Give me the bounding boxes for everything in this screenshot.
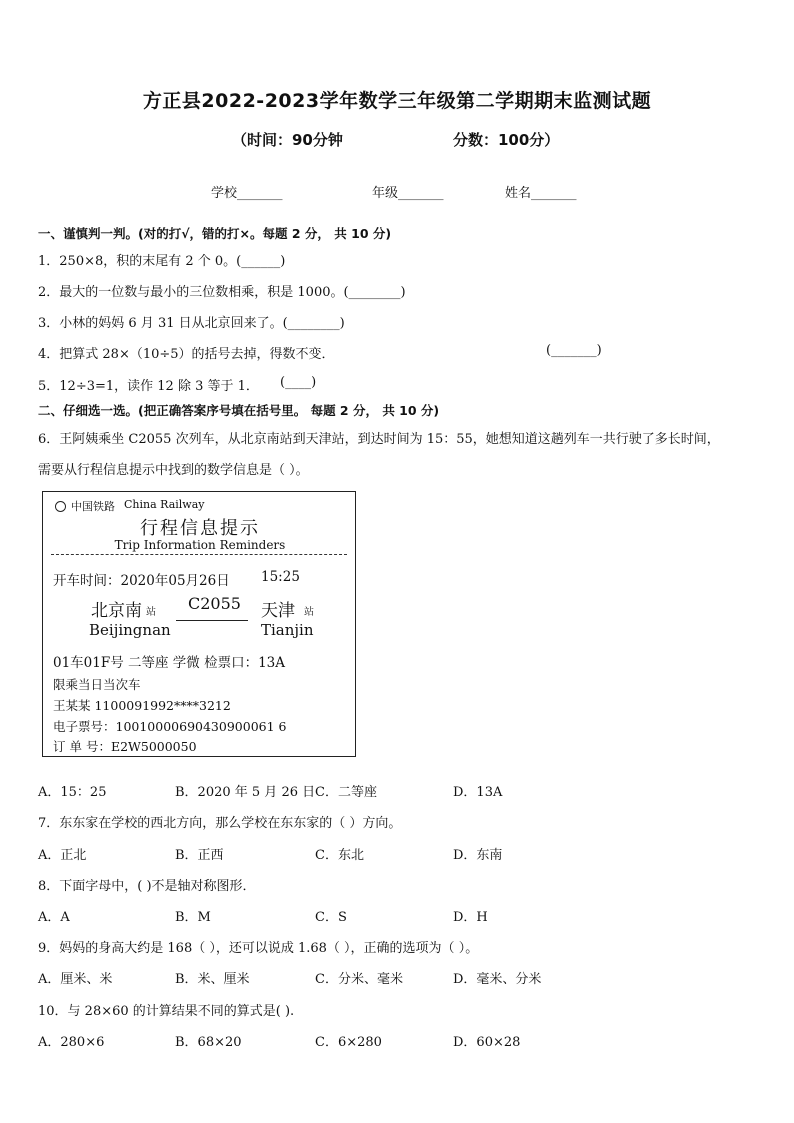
question-10: 10．与 28×60 的计算结果不同的算式是( ).: [38, 1004, 295, 1019]
q8-option-b: B．M: [175, 910, 211, 925]
ticket-note: 限乘当日当次车: [53, 677, 141, 692]
china-railway-logo-icon: [55, 501, 66, 512]
ticket-title-en: Trip Information Reminders: [114, 538, 286, 552]
ticket-from-en: Beijingnan: [89, 621, 171, 639]
ticket-from-suffix: 站: [146, 607, 156, 618]
section-2-heading: 二、仔细选一选。(把正确答案序号填在括号里。 每题 2 分， 共 10 分): [38, 403, 440, 418]
q6-option-a: A．15：25: [38, 785, 107, 800]
q10-option-d: D．60×28: [453, 1035, 521, 1050]
q9-option-a: A．厘米、米: [38, 972, 113, 987]
q8-option-c: C．S: [315, 910, 347, 925]
question-4: 4．把算式 28×（10÷5）的括号去掉，得数不变．: [38, 347, 335, 362]
ticket-title: 行程信息提示: [140, 518, 260, 539]
ticket-train-line: [176, 620, 248, 621]
school-field: 学校_______: [211, 186, 283, 201]
question-5-blank: (____): [280, 375, 317, 390]
q7-option-b: B．正西: [175, 848, 224, 863]
question-9: 9．妈妈的身高大约是 168（ ），还可以说成 1.68（ ），正确的选项为（ ）。: [38, 941, 479, 956]
exam-score: 分数：100分）: [453, 131, 560, 149]
question-5: 5．12÷3=1，读作 12 除 3 等于 1．: [38, 379, 259, 394]
ticket-depart: 开车时间：2020年05月26日: [53, 573, 230, 589]
question-6-line-2: 需要从行程信息提示中找到的数学信息是（ ）。: [38, 463, 309, 478]
q10-option-b: B．68×20: [175, 1035, 242, 1050]
ticket-depart-time: 15:25: [261, 569, 300, 585]
q6-option-b: B．2020 年 5 月 26 日: [175, 785, 316, 800]
ticket-train-number: C2055: [188, 594, 241, 613]
q8-option-a: A．A: [38, 910, 70, 925]
q8-option-d: D．H: [453, 910, 488, 925]
ticket-passenger: 王某某 1100091992****3212: [53, 698, 231, 713]
ticket-seat: 01车01F号 二等座 学微 检票口：13A: [53, 655, 286, 671]
ticket-logo-text: 中国铁路: [71, 500, 115, 513]
ticket-logo-en: China Railway: [124, 498, 205, 511]
grade-field: 年级_______: [372, 186, 444, 201]
ticket-from: 北京南: [91, 601, 142, 621]
question-4-blank: (_______): [546, 343, 602, 358]
q9-option-c: C．分米、毫米: [315, 972, 403, 987]
q6-option-c: C．二等座: [315, 785, 377, 800]
q7-option-c: C．东北: [315, 848, 364, 863]
question-6-line-1: 6．王阿姨乘坐 C2055 次列车，从北京南站到天津站，到达时间为 15：55，她想知道这趟列车一共行驶了多长时间，: [38, 432, 720, 447]
page-title: 方正县2022-2023学年数学三年级第二学期期末监测试题: [142, 90, 652, 112]
q6-option-d: D．13A: [453, 785, 503, 800]
q9-option-b: B．米、厘米: [175, 972, 250, 987]
ticket-to-suffix: 站: [304, 607, 314, 618]
ticket-to: 天津: [261, 601, 295, 621]
ticket-eticket: 电子票号：10010000690430900061 6: [53, 719, 287, 734]
question-2: 2．最大的一位数与最小的三位数相乘，积是 1000。(________): [38, 285, 406, 300]
q10-option-c: C．6×280: [315, 1035, 382, 1050]
question-7: 7．东东家在学校的西北方向，那么学校在东东家的（ ）方向。: [38, 816, 402, 831]
section-1-heading: 一、谨慎判一判。(对的打√，错的打×。每题 2 分， 共 10 分): [38, 226, 392, 241]
ticket-to-en: Tianjin: [261, 621, 314, 639]
question-8: 8．下面字母中，( )不是轴对称图形．: [38, 879, 256, 894]
name-field: 姓名_______: [505, 186, 577, 201]
exam-time: （时间：90分钟: [232, 131, 343, 149]
q7-option-d: D．东南: [453, 848, 503, 863]
ticket-order: 订 单 号：E2W5000050: [53, 739, 197, 754]
question-3: 3．小林的妈妈 6 月 31 日从北京回来了。(________): [38, 316, 345, 331]
q7-option-a: A．正北: [38, 848, 87, 863]
question-1: 1．250×8，积的末尾有 2 个 0。(______): [38, 254, 286, 269]
trip-info-ticket: [42, 491, 356, 757]
ticket-divider: [51, 554, 347, 555]
q10-option-a: A．280×6: [38, 1035, 105, 1050]
q9-option-d: D．毫米、分米: [453, 972, 542, 987]
